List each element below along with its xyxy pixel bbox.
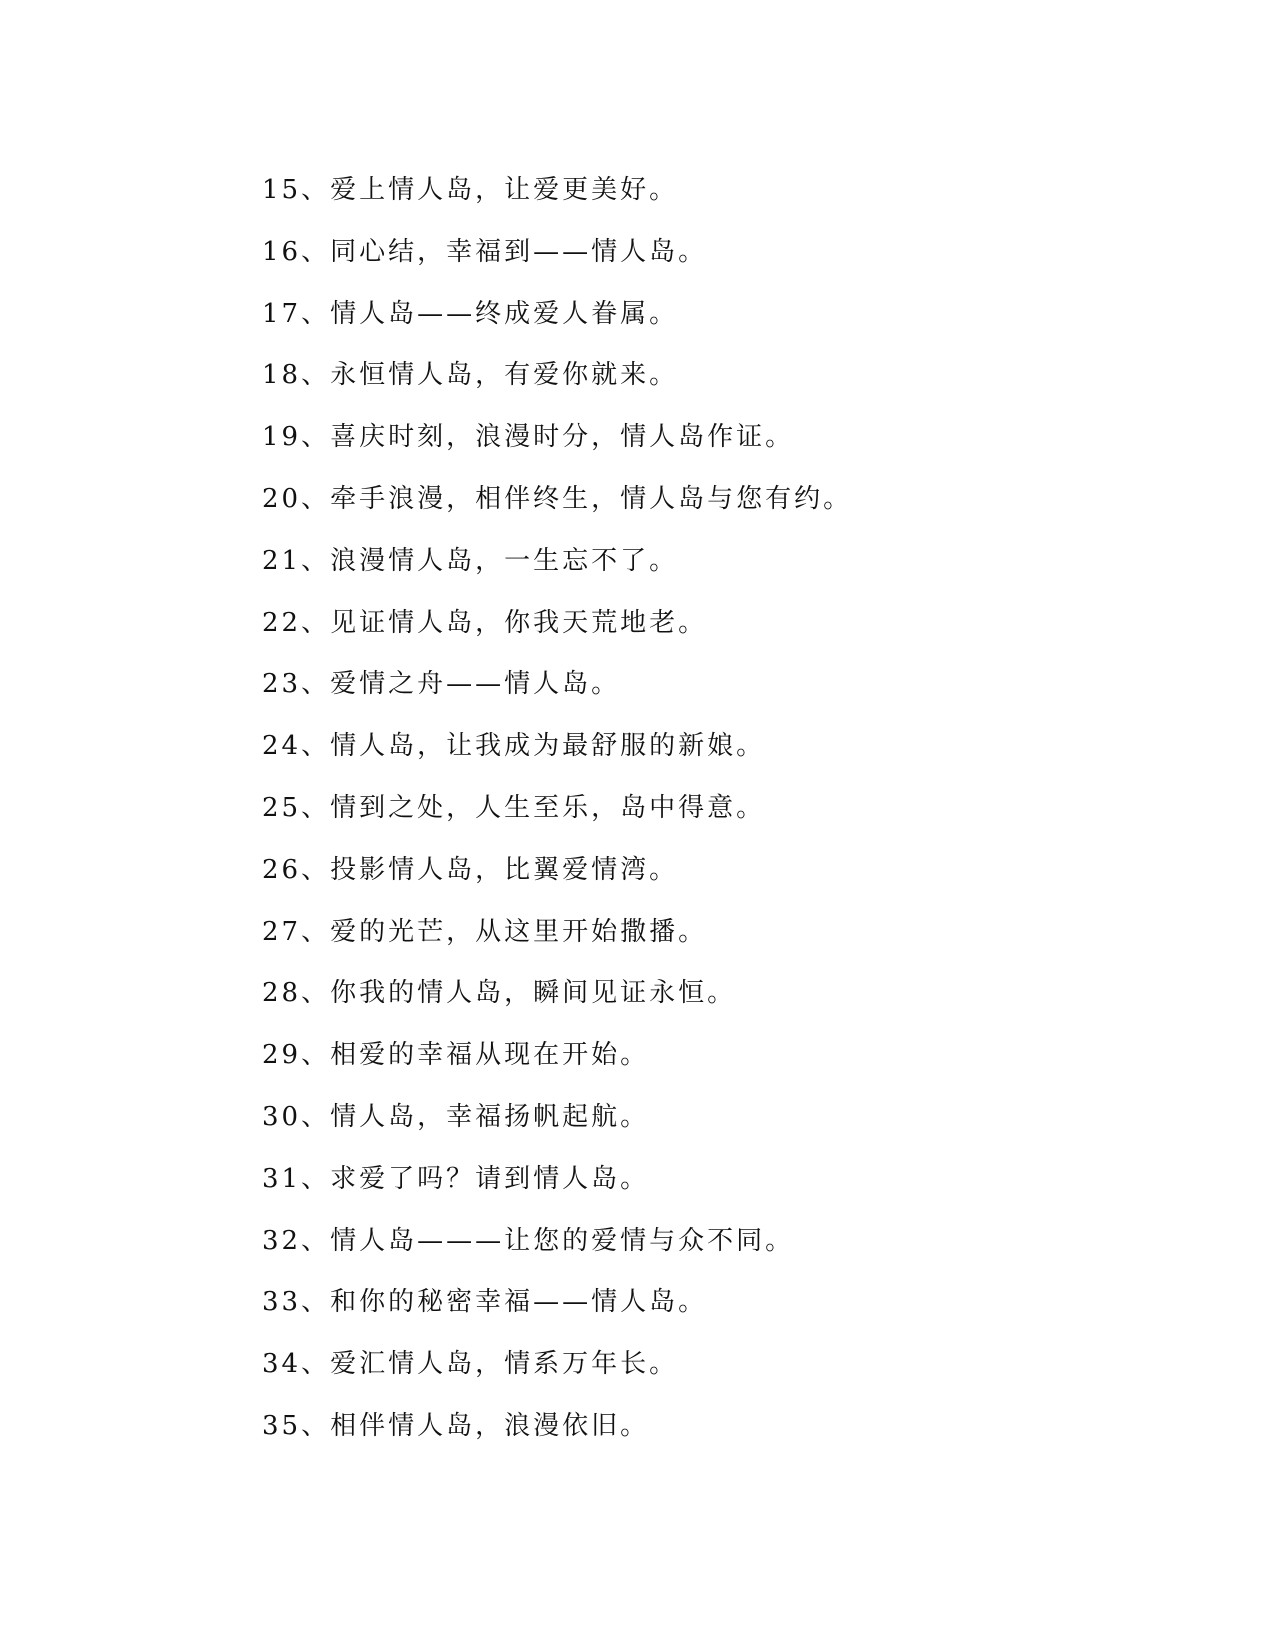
list-item: 26、投影情人岛，比翼爱情湾。 (262, 854, 679, 885)
list-item: 18、永恒情人岛，有爱你就来。 (262, 360, 679, 391)
list-item: 34、爱汇情人岛，情系万年长。 (262, 1349, 679, 1380)
list-item: 21、浪漫情人岛，一生忘不了。 (262, 545, 679, 576)
slogan-list (262, 167, 852, 1465)
list-item: 25、情到之处，人生至乐，岛中得意。 (262, 792, 766, 823)
list-item: 29、相爱的幸福从现在开始。 (262, 1040, 650, 1071)
list-item: 23、爱情之舟——情人岛。 (262, 669, 621, 700)
list-item: 19、喜庆时刻，浪漫时分，情人岛作证。 (262, 422, 795, 453)
list-item: 15、爱上情人岛，让爱更美好。 (262, 175, 679, 205)
list-item: 16、同心结，幸福到——情人岛。 (262, 236, 708, 267)
list-item: 22、见证情人岛，你我天荒地老。 (262, 607, 708, 638)
list-item: 20、牵手浪漫，相伴终生，情人岛与您有约。 (262, 483, 853, 514)
list-item: 28、你我的情人岛，瞬间见证永恒。 (262, 978, 737, 1009)
list-item: 31、求爱了吗？请到情人岛。 (262, 1163, 650, 1194)
list-item: 32、情人岛———让您的爱情与众不同。 (262, 1225, 795, 1256)
list-item: 33、和你的秘密幸福——情人岛。 (262, 1287, 708, 1318)
list-item: 30、情人岛，幸福扬帆起航。 (262, 1101, 650, 1132)
list-item: 27、爱的光芒，从这里开始撒播。 (262, 916, 708, 947)
list-item: 35、相伴情人岛，浪漫依旧。 (262, 1410, 650, 1441)
list-item: 17、情人岛——终成爱人眷属。 (262, 298, 679, 329)
list-item: 24、情人岛，让我成为最舒服的新娘。 (262, 731, 766, 762)
